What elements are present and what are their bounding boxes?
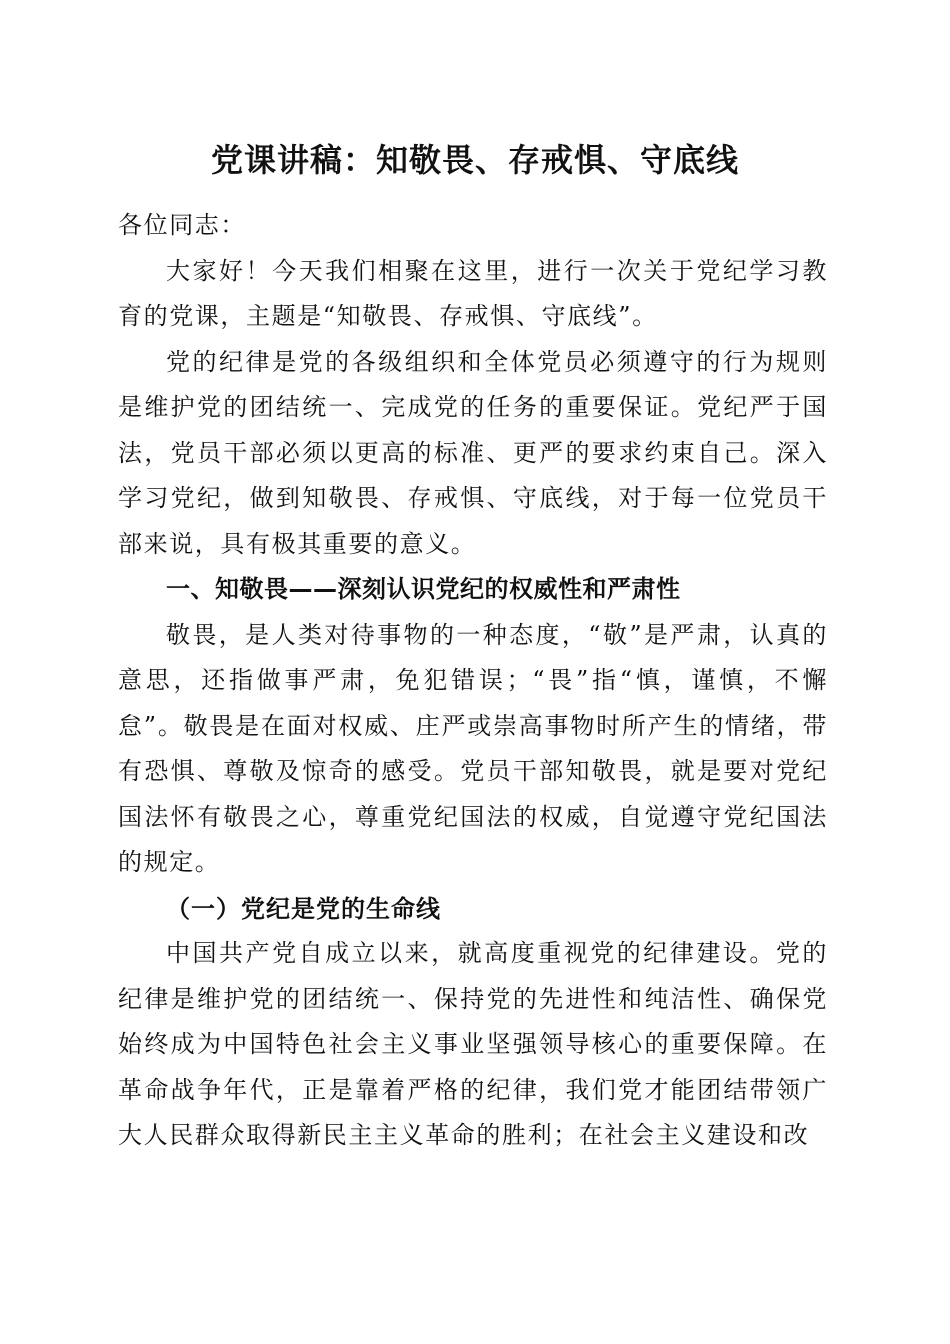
subsection-heading-1: （一）党纪是党的生命线	[166, 893, 441, 923]
section-heading-1: 一、知敬畏——深刻认识党纪的权威性和严肃性	[166, 575, 681, 603]
section-1-paragraph: 敬畏，是人类对待事物的一种态度，“敬”是严肃，认真的意思，还指做事严肃，免犯错误；“畏”指“慎，谨慎，不懈怠”。敬畏是在面对权威、庄严或崇高事物时所产生的情绪，带有恐惧、尊敬及惊奇的感受。党员干部知敬畏，就是要对党纪国法怀有敬畏之心，尊重党纪国法的权威，自觉遵守党纪国法的规定。	[118, 620, 828, 876]
document-body	[118, 203, 828, 1159]
document-title: 党课讲稿：知敬畏、存戒惧、守底线	[210, 141, 739, 179]
subsection-1-paragraph: 中国共产党自成立以来，就高度重视党的纪律建设。党的纪律是维护党的团结统一、保持党的先进性和纯洁性、确保党始终成为中国特色社会主义事业坚强领导核心的重要保障。在革命战争年代，正是靠着严格的纪律，我们党才能团结带领广大人民群众取得新民主主义革命的胜利；在社会主义建设和改	[118, 939, 828, 1149]
intro-paragraph: 大家好！今天我们相聚在这里，进行一次关于党纪学习教育的党课，主题是“知敬畏、存戒惧、守底线”。	[118, 256, 828, 330]
discipline-paragraph: 党的纪律是党的各级组织和全体党员必须遵守的行为规则是维护党的团结统一、完成党的任务的重要保证。党纪严于国法，党员干部必须以更高的标准、更严的要求约束自己。深入学习党纪，做到知敬畏、存戒惧、守底线，对于每一位党员干部来说，具有极其重要的意义。	[118, 347, 828, 558]
salutation: 各位同志：	[118, 211, 246, 239]
